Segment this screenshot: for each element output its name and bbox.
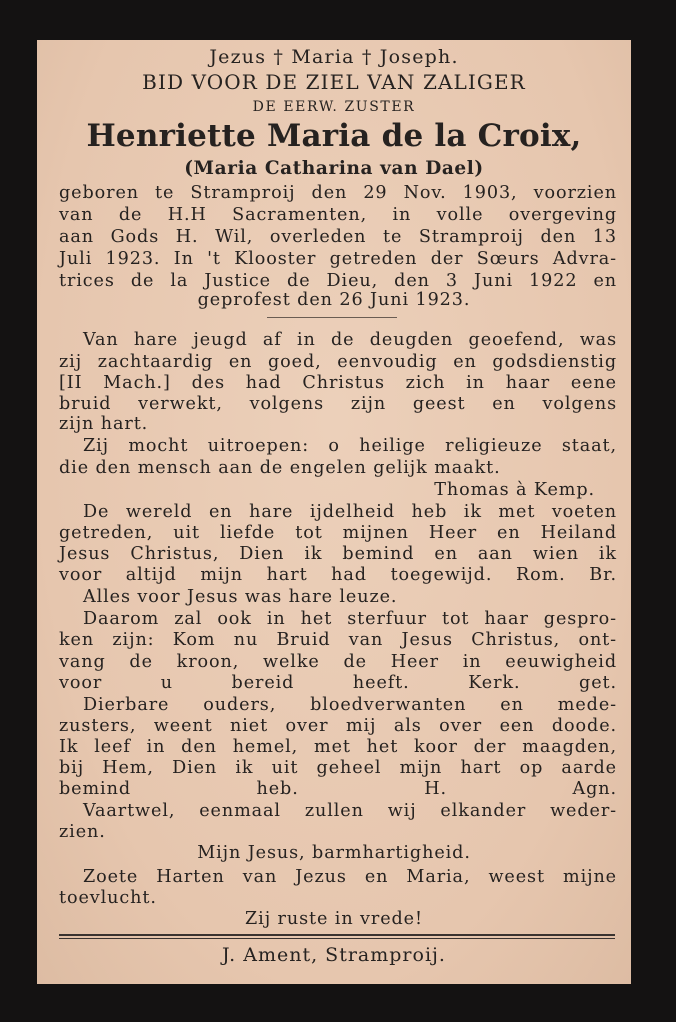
- body-line: Vaartwel, eenmaal zullen wij elkander weder-: [83, 801, 617, 821]
- body-line: bruid verwekt, volgens zijn geest en volgens: [59, 394, 617, 414]
- body-line: Zoete Harten van Jezus en Maria, weest mijne: [83, 867, 617, 887]
- body-line: bij Hem, Dien ik uit geheel mijn hart op aarde: [59, 758, 617, 778]
- bio-line: van de H.H Sacramenten, in volle overgeving: [59, 205, 617, 225]
- body-line: voor altijd mijn hart had toegewijd. Rom. Br.: [59, 565, 617, 585]
- body-line: Dierbare ouders, bloedverwanten en mede-: [83, 695, 617, 715]
- body-line: Ik leef in den hemel, met het koor der maagden,: [59, 737, 617, 757]
- bio-line: Juli 1923. In 't Klooster getreden der Sœurs Advra-: [59, 249, 617, 269]
- body-line: zusters, weent niet over mij als over een doode.: [59, 716, 617, 736]
- body-line: ken zijn: Kom nu Bruid van Jesus Christus, ont-: [59, 630, 617, 650]
- body-line: getreden, uit liefde tot mijnen Heer en Heiland: [59, 523, 617, 543]
- footer-divider: [59, 934, 615, 936]
- deceased-name: Henriette Maria de la Croix,: [86, 118, 582, 154]
- body-line: bemind heb. H. Agn.: [59, 779, 617, 799]
- footer-divider-thin: [59, 938, 615, 939]
- body-line: Daarom zal ook in het sterfuur tot haar gespro-: [83, 609, 617, 629]
- memorial-card: [37, 40, 631, 984]
- divider: [267, 317, 397, 318]
- printer-imprint: J. Ament, Stramproij.: [222, 944, 446, 966]
- body-line: die den mensch aan de engelen gelijk maakt.: [59, 458, 501, 478]
- body-line: [II Mach.] des had Christus zich in haar eene: [59, 373, 617, 393]
- body-line: Thomas à Kemp.: [434, 480, 595, 500]
- body-line: Zij mocht uitroepen: o heilige religieuze staat,: [83, 436, 617, 456]
- body-line: Van hare jeugd af in de deugden geoefend, was: [83, 330, 617, 350]
- body-line: Mijn Jesus, barmhartigheid.: [197, 843, 471, 863]
- body-line: Jesus Christus, Dien ik bemind en aan wien ik: [59, 544, 617, 564]
- body-line: vang de kroon, welke de Heer in eeuwigheid: [59, 652, 617, 672]
- invocation: Jezus † Maria † Joseph.: [209, 46, 459, 68]
- maiden-name: (Maria Catharina van Dael): [184, 158, 484, 179]
- body-line: voor u bereid heeft. Kerk. get.: [59, 673, 617, 693]
- bio-line: trices de la Justice de Dieu, den 3 Juni 1922 en: [59, 271, 617, 291]
- religious-title: DE EERW. ZUSTER: [252, 99, 416, 115]
- rest-in-peace: Zij ruste in vrede!: [245, 909, 423, 929]
- bio-line: aan Gods H. Wil, overleden te Stramproij den 13: [59, 227, 617, 247]
- body-line: De wereld en hare ijdelheid heb ik met voeten: [83, 502, 617, 522]
- body-line: Alles voor Jesus was hare leuze.: [83, 587, 398, 607]
- body-line: zien.: [59, 822, 106, 842]
- body-line: zij zachtaardig en goed, eenvoudig en godsdienstig: [59, 352, 617, 372]
- bio-line: geprofest den 26 Juni 1923.: [197, 290, 471, 310]
- bio-line: geboren te Stramproij den 29 Nov. 1903, voorzien: [59, 183, 617, 203]
- prayer-heading: BID VOOR DE ZIEL VAN ZALIGER: [142, 70, 526, 94]
- body-line: toevlucht.: [59, 888, 157, 908]
- body-line: zijn hart.: [59, 414, 149, 434]
